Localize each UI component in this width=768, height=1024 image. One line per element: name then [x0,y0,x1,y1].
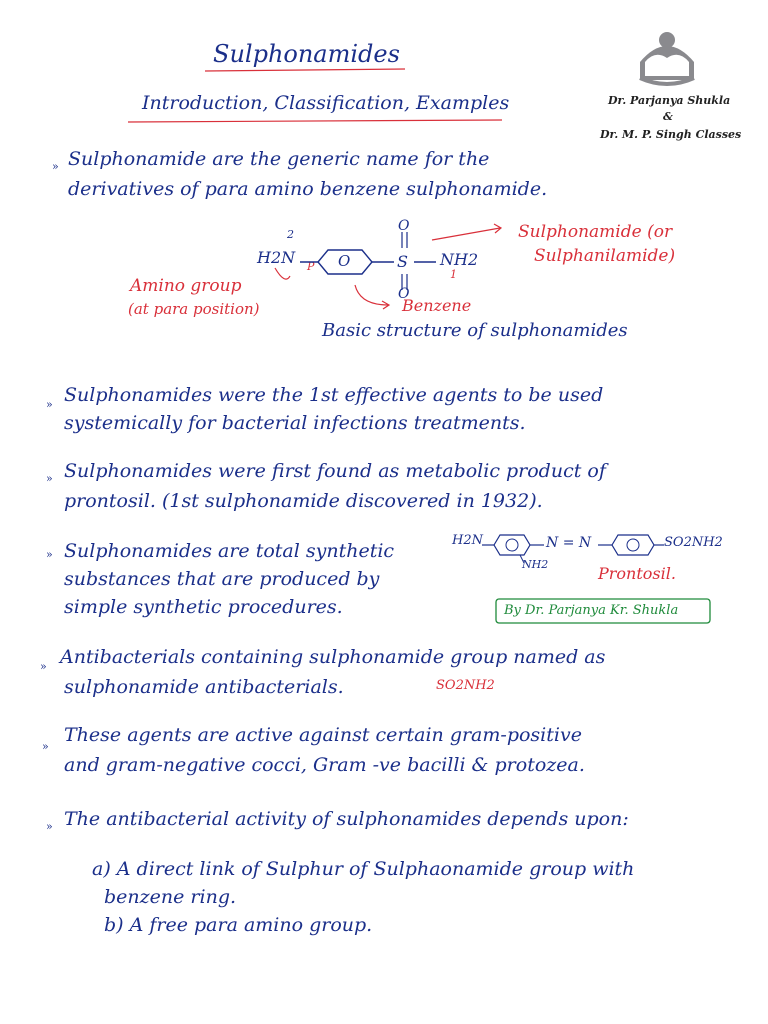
credit-ampersand: & [663,110,673,123]
credit-classes: Dr. M. P. Singh Classes [600,128,742,141]
oxygen-bottom: O [398,286,410,302]
n1-number: 1 [450,268,457,281]
sulphonamide-label-1: Sulphonamide (or [518,222,673,242]
point-5-line-2: sulphonamide antibacterials. [64,676,344,698]
point-4-line-2: substances that are produced by [64,568,380,590]
point-6-line-2: and gram-negative cocci, Gram -ve bacilli & protozea. [64,754,585,776]
credit-name: Dr. Parjanya Shukla [608,94,731,107]
point-7-line-1: The antibacterial activity of sulphonamides depends upon: [64,808,629,830]
sub-point-a-line-2: benzene ring. [104,886,237,908]
prontosil-label: Prontosil. [598,564,676,583]
point-5-line-1: Antibacterials containing sulphonamide group named as [60,646,606,668]
point-1-line-1: Sulphonamide are the generic name for the [68,148,490,170]
sub-point-b-line-1: b) A free para amino group. [104,914,373,936]
structure-caption: Basic structure of sulphonamides [322,320,628,341]
sulphonamide-label-2: Sulphanilamide) [534,246,676,266]
benzene-label: Benzene [402,296,472,315]
para-label: P [307,260,315,273]
prontosil-so2nh2: SO2NH2 [664,535,723,550]
struct-nh2: NH2 [440,250,479,269]
point-4-line-1: Sulphonamides are total synthetic [64,540,395,562]
bullet-2: » [46,398,53,411]
bullet-5: » [40,660,47,673]
ring-center: O [338,252,351,270]
bullet-3: » [46,472,53,485]
point-1-line-2: derivatives of para amino benzene sulphonamide. [68,178,548,200]
prontosil-h2n: H2N [452,533,483,548]
bullet-6: » [42,740,49,753]
so2nh2-note: SO2NH2 [436,678,495,693]
amino-label-2: (at para position) [128,300,260,318]
bullet-7: » [46,820,53,833]
bullet-1: » [52,160,59,173]
amine-number: 2 [287,228,294,241]
page-title: Sulphonamides [213,40,400,68]
page-subtitle: Introduction, Classification, Examples [142,92,510,114]
point-4-line-3: simple synthetic procedures. [64,596,343,618]
sub-point-a-line-1: a) A direct link of Sulphur of Sulphaonamide group with [92,858,635,880]
point-2-line-1: Sulphonamides were the 1st effective agents to be used [64,384,604,406]
sulphur-atom: S [397,252,408,271]
bullet-4: » [46,548,53,561]
point-2-line-2: systemically for bacterial infections treatments. [64,412,526,434]
oxygen-top: O [398,218,410,234]
prontosil-nh2: NH2 [522,558,549,571]
prontosil-azo: N = N [546,535,592,551]
point-3-line-1: Sulphonamides were first found as metabolic product of [64,460,606,482]
struct-h2n: H2N [257,248,296,267]
point-6-line-1: These agents are active against certain gram-positive [64,724,582,746]
signature-box: By Dr. Parjanya Kr. Shukla [504,603,679,618]
amino-label-1: Amino group [130,276,242,296]
point-3-line-2: prontosil. (1st sulphonamide discovered in 1932). [64,490,543,512]
